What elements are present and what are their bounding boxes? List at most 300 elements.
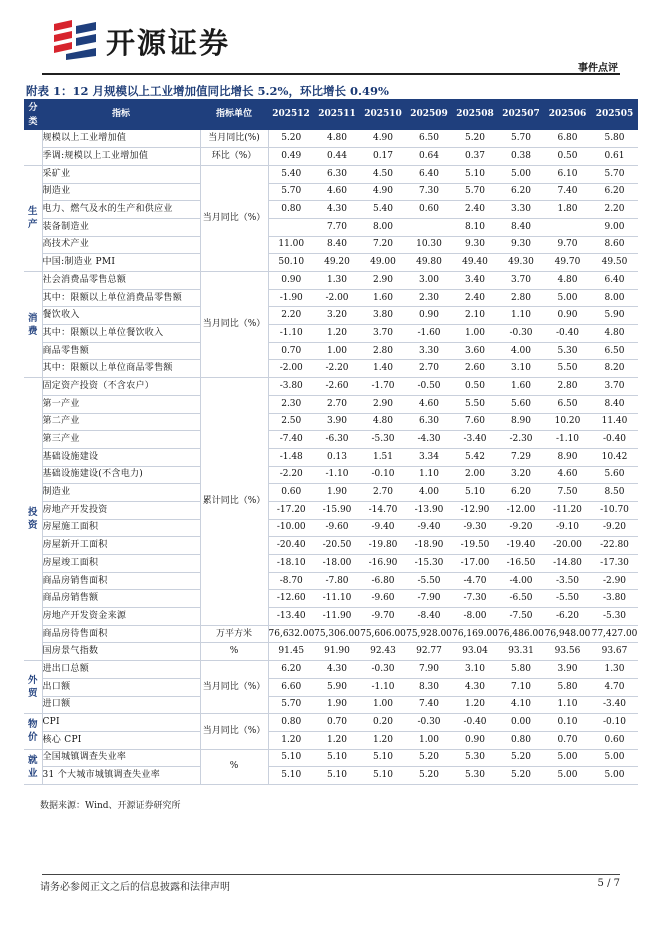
value-cell: 9.00 — [591, 218, 638, 236]
indicator-cell: 高技术产业 — [42, 236, 200, 254]
value-cell: 6.80 — [544, 130, 591, 148]
indicator-cell: 房屋新开工面积 — [42, 537, 200, 555]
value-cell: 4.00 — [406, 484, 452, 502]
column-header-unit: 指标单位 — [200, 99, 268, 130]
value-cell: 5.10 — [360, 749, 406, 767]
value-cell: 0.50 — [452, 378, 498, 396]
value-cell — [268, 218, 314, 236]
value-cell: 5.70 — [452, 183, 498, 201]
value-cell: -15.90 — [314, 501, 360, 519]
value-cell: 0.37 — [452, 148, 498, 166]
indicator-cell: 商品房销售额 — [42, 590, 200, 608]
indicator-cell: 采矿业 — [42, 165, 200, 183]
value-cell: 5.00 — [498, 165, 544, 183]
value-cell: 49.80 — [406, 254, 452, 272]
value-cell — [544, 218, 591, 236]
value-cell: 10.20 — [544, 413, 591, 431]
table-row — [24, 254, 638, 272]
value-cell: 0.60 — [406, 201, 452, 219]
value-cell: 0.70 — [314, 714, 360, 732]
indicator-cell: 装备制造业 — [42, 218, 200, 236]
indicator-cell: 商品零售额 — [42, 342, 200, 360]
value-cell: 3.20 — [314, 307, 360, 325]
value-cell: -1.10 — [314, 466, 360, 484]
value-cell: 75,928.00 — [406, 625, 452, 643]
value-cell: 3.20 — [498, 466, 544, 484]
value-cell: 3.70 — [498, 272, 544, 290]
value-cell: 4.00 — [498, 342, 544, 360]
value-cell: 10.42 — [591, 448, 638, 466]
value-cell: -1.70 — [360, 378, 406, 396]
value-cell: 8.20 — [591, 360, 638, 378]
value-cell: 5.00 — [544, 289, 591, 307]
value-cell: -12.00 — [498, 501, 544, 519]
value-cell: -17.00 — [452, 555, 498, 573]
value-cell: -7.90 — [406, 590, 452, 608]
value-cell: -1.10 — [360, 678, 406, 696]
value-cell: 5.80 — [498, 661, 544, 679]
value-cell: -4.00 — [498, 572, 544, 590]
indicator-cell: 规模以上工业增加值 — [42, 130, 200, 148]
column-header-period: 202505 — [591, 99, 638, 130]
value-cell: 0.13 — [314, 448, 360, 466]
value-cell: -0.30 — [406, 714, 452, 732]
indicator-cell: 中国:制造业 PMI — [42, 254, 200, 272]
value-cell: 7.90 — [406, 661, 452, 679]
value-cell: 9.30 — [498, 236, 544, 254]
column-header-period: 202510 — [360, 99, 406, 130]
value-cell: 0.90 — [406, 307, 452, 325]
value-cell: -7.80 — [314, 572, 360, 590]
table-row — [24, 201, 638, 219]
table-title: 附表 1：12 月规模以上工业增加值同比增长 5.2%，环比增长 0.49% — [26, 84, 389, 98]
brand-logo — [52, 20, 242, 60]
indicator-cell: 制造业 — [42, 183, 200, 201]
value-cell: 5.70 — [591, 165, 638, 183]
table-row — [24, 431, 638, 449]
value-cell: 5.20 — [406, 749, 452, 767]
table-row — [24, 537, 638, 555]
value-cell: -3.80 — [591, 590, 638, 608]
value-cell: -5.30 — [360, 431, 406, 449]
value-cell: -10.70 — [591, 501, 638, 519]
category-cell: 消 费 — [24, 272, 42, 378]
value-cell: 76,632.00 — [268, 625, 314, 643]
value-cell: -19.80 — [360, 537, 406, 555]
indicator-cell: 第三产业 — [42, 431, 200, 449]
value-cell: 1.10 — [498, 307, 544, 325]
value-cell: 1.20 — [314, 325, 360, 343]
value-cell — [406, 218, 452, 236]
indicator-cell: 商品房待售面积 — [42, 625, 200, 643]
value-cell: 2.80 — [360, 342, 406, 360]
table-row — [24, 130, 638, 148]
indicator-cell: 基础设施建设 — [42, 448, 200, 466]
value-cell: 6.50 — [591, 342, 638, 360]
value-cell: 0.49 — [268, 148, 314, 166]
column-header-period: 202511 — [314, 99, 360, 130]
value-cell: 49.50 — [591, 254, 638, 272]
table-body — [24, 130, 638, 784]
unit-cell: 当月同比（%） — [200, 272, 268, 378]
value-cell: 76,948.00 — [544, 625, 591, 643]
value-cell: 1.20 — [360, 731, 406, 749]
value-cell: 2.30 — [406, 289, 452, 307]
value-cell: -10.00 — [268, 519, 314, 537]
value-cell: -2.90 — [591, 572, 638, 590]
value-cell: 49.00 — [360, 254, 406, 272]
value-cell: 5.00 — [591, 749, 638, 767]
value-cell: -1.10 — [268, 325, 314, 343]
value-cell: 2.00 — [452, 466, 498, 484]
value-cell: -22.80 — [591, 537, 638, 555]
value-cell: -2.20 — [268, 466, 314, 484]
unit-cell: 万平方米 — [200, 625, 268, 643]
indicator-cell: 房地产开发资金来源 — [42, 608, 200, 626]
value-cell: -0.50 — [406, 378, 452, 396]
value-cell: 2.20 — [591, 201, 638, 219]
value-cell: 0.90 — [544, 307, 591, 325]
value-cell: -18.90 — [406, 537, 452, 555]
value-cell: 5.40 — [360, 201, 406, 219]
value-cell: 2.60 — [452, 360, 498, 378]
value-cell: 49.40 — [452, 254, 498, 272]
value-cell: 3.34 — [406, 448, 452, 466]
indicator-cell: 31 个大城市城镇调查失业率 — [42, 767, 200, 785]
value-cell: 0.20 — [360, 714, 406, 732]
value-cell: -19.40 — [498, 537, 544, 555]
value-cell: 77,427.00 — [591, 625, 638, 643]
value-cell: -5.50 — [406, 572, 452, 590]
value-cell: 7.40 — [544, 183, 591, 201]
value-cell: 6.40 — [591, 272, 638, 290]
value-cell: 1.20 — [314, 731, 360, 749]
value-cell: 5.70 — [498, 130, 544, 148]
value-cell: -18.10 — [268, 555, 314, 573]
value-cell: -17.30 — [591, 555, 638, 573]
table-row — [24, 749, 638, 767]
value-cell: 9.70 — [544, 236, 591, 254]
table-row — [24, 625, 638, 643]
table-row — [24, 236, 638, 254]
column-header-category: 分 类 — [24, 99, 42, 130]
value-cell: 50.10 — [268, 254, 314, 272]
column-header-indicator: 指标 — [42, 99, 200, 130]
value-cell: -19.50 — [452, 537, 498, 555]
value-cell: -8.70 — [268, 572, 314, 590]
value-cell: 6.30 — [314, 165, 360, 183]
value-cell: 8.10 — [452, 218, 498, 236]
value-cell: 3.00 — [406, 272, 452, 290]
value-cell: 3.90 — [314, 413, 360, 431]
value-cell: 49.70 — [544, 254, 591, 272]
table-row — [24, 678, 638, 696]
indicator-cell: 第二产业 — [42, 413, 200, 431]
value-cell: -2.30 — [498, 431, 544, 449]
value-cell: 1.40 — [360, 360, 406, 378]
value-cell: -2.00 — [314, 289, 360, 307]
indicator-cell: 房屋施工面积 — [42, 519, 200, 537]
value-cell: 1.00 — [360, 696, 406, 714]
value-cell: 6.50 — [544, 395, 591, 413]
indicator-cell: 社会消费品零售总额 — [42, 272, 200, 290]
unit-cell: 当月同比（%） — [200, 661, 268, 714]
value-cell: 1.00 — [406, 731, 452, 749]
value-cell: 92.43 — [360, 643, 406, 661]
indicator-cell: CPI — [42, 714, 200, 732]
indicator-cell: 制造业 — [42, 484, 200, 502]
value-cell: 5.10 — [452, 165, 498, 183]
category-cell: 就 业 — [24, 749, 42, 784]
table-row — [24, 148, 638, 166]
value-cell: -14.80 — [544, 555, 591, 573]
value-cell: -9.60 — [314, 519, 360, 537]
category-cell: 物 价 — [24, 714, 42, 749]
value-cell: 4.30 — [314, 661, 360, 679]
value-cell: 93.04 — [452, 643, 498, 661]
indicator-cell: 出口额 — [42, 678, 200, 696]
value-cell: 8.00 — [591, 289, 638, 307]
table-row — [24, 731, 638, 749]
value-cell: 8.40 — [591, 395, 638, 413]
source-note: 数据来源：Wind、开源证券研究所 — [40, 801, 181, 811]
value-cell: -12.90 — [452, 501, 498, 519]
table-row — [24, 590, 638, 608]
value-cell: -0.40 — [591, 431, 638, 449]
value-cell: 5.60 — [498, 395, 544, 413]
value-cell: -9.20 — [591, 519, 638, 537]
value-cell: 5.30 — [544, 342, 591, 360]
value-cell: -0.40 — [452, 714, 498, 732]
category-cell: 生 产 — [24, 165, 42, 271]
value-cell: 0.80 — [268, 714, 314, 732]
value-cell: 4.30 — [452, 678, 498, 696]
value-cell: 5.20 — [268, 130, 314, 148]
value-cell: -3.80 — [268, 378, 314, 396]
table-row — [24, 378, 638, 396]
indicator-cell: 基础设施建设(不含电力) — [42, 466, 200, 484]
value-cell: 4.80 — [314, 130, 360, 148]
value-cell: 0.44 — [314, 148, 360, 166]
value-cell: 7.30 — [406, 183, 452, 201]
value-cell: -5.50 — [544, 590, 591, 608]
value-cell: 2.80 — [498, 289, 544, 307]
value-cell: 8.90 — [544, 448, 591, 466]
value-cell: 5.10 — [360, 767, 406, 785]
value-cell: 8.00 — [360, 218, 406, 236]
value-cell: 5.90 — [591, 307, 638, 325]
table-row — [24, 608, 638, 626]
value-cell: 75,606.00 — [360, 625, 406, 643]
value-cell: 6.10 — [544, 165, 591, 183]
value-cell: 7.70 — [314, 218, 360, 236]
value-cell: -9.20 — [498, 519, 544, 537]
page-number: 5 / 7 — [597, 878, 620, 889]
value-cell: 91.90 — [314, 643, 360, 661]
value-cell: 5.10 — [452, 484, 498, 502]
value-cell: 8.40 — [498, 218, 544, 236]
table-row — [24, 289, 638, 307]
unit-cell: 累计同比（%） — [200, 378, 268, 626]
value-cell: 7.10 — [498, 678, 544, 696]
value-cell: 2.30 — [268, 395, 314, 413]
value-cell: 5.30 — [452, 767, 498, 785]
value-cell: 4.60 — [314, 183, 360, 201]
indicator-cell: 进出口总额 — [42, 661, 200, 679]
value-cell: 6.20 — [498, 484, 544, 502]
value-cell: -11.90 — [314, 608, 360, 626]
value-cell: -8.00 — [452, 608, 498, 626]
value-cell: -4.70 — [452, 572, 498, 590]
value-cell: 8.30 — [406, 678, 452, 696]
value-cell: -9.40 — [360, 519, 406, 537]
value-cell: -11.10 — [314, 590, 360, 608]
footer-disclaimer: 请务必参阅正文之后的信息披露和法律声明 — [40, 882, 230, 893]
table-row — [24, 661, 638, 679]
value-cell: -18.00 — [314, 555, 360, 573]
value-cell: 2.50 — [268, 413, 314, 431]
value-cell: -1.90 — [268, 289, 314, 307]
table-row — [24, 183, 638, 201]
value-cell: -7.50 — [498, 608, 544, 626]
column-header-period: 202512 — [268, 99, 314, 130]
indicator-cell: 其中：限额以上单位餐饮收入 — [42, 325, 200, 343]
value-cell: 1.51 — [360, 448, 406, 466]
table-row — [24, 272, 638, 290]
value-cell: -0.40 — [544, 325, 591, 343]
value-cell: -6.20 — [544, 608, 591, 626]
value-cell: 2.40 — [452, 289, 498, 307]
value-cell: 5.00 — [544, 767, 591, 785]
value-cell: 8.40 — [314, 236, 360, 254]
table-row — [24, 519, 638, 537]
value-cell: 8.50 — [591, 484, 638, 502]
value-cell: 2.90 — [360, 395, 406, 413]
table-row — [24, 643, 638, 661]
footer-divider — [42, 874, 620, 875]
table-row — [24, 342, 638, 360]
table-row — [24, 360, 638, 378]
value-cell: -15.30 — [406, 555, 452, 573]
value-cell: -12.60 — [268, 590, 314, 608]
unit-cell: 当月同比(%) — [200, 130, 268, 148]
unit-cell: 环比（%） — [200, 148, 268, 166]
value-cell: 5.50 — [544, 360, 591, 378]
value-cell: 5.10 — [268, 767, 314, 785]
value-cell: 4.30 — [314, 201, 360, 219]
value-cell: 0.70 — [268, 342, 314, 360]
value-cell: -1.10 — [544, 431, 591, 449]
table-row — [24, 501, 638, 519]
indicator-cell: 房地产开发投资 — [42, 501, 200, 519]
value-cell: 6.20 — [498, 183, 544, 201]
table-row — [24, 448, 638, 466]
table-row — [24, 165, 638, 183]
value-cell: 7.40 — [406, 696, 452, 714]
value-cell: 1.10 — [406, 466, 452, 484]
column-header-period: 202509 — [406, 99, 452, 130]
table-header — [24, 99, 638, 130]
value-cell: 8.60 — [591, 236, 638, 254]
value-cell: -9.60 — [360, 590, 406, 608]
value-cell: 92.77 — [406, 643, 452, 661]
unit-cell: % — [200, 749, 268, 784]
value-cell: 1.20 — [452, 696, 498, 714]
value-cell: 93.67 — [591, 643, 638, 661]
category-cell — [24, 130, 42, 165]
value-cell: 93.31 — [498, 643, 544, 661]
table-row — [24, 767, 638, 785]
value-cell: 5.00 — [544, 749, 591, 767]
value-cell: 4.90 — [360, 183, 406, 201]
value-cell: -14.70 — [360, 501, 406, 519]
value-cell: 5.70 — [268, 183, 314, 201]
value-cell: 5.80 — [591, 130, 638, 148]
value-cell: 76,486.00 — [498, 625, 544, 643]
value-cell: 1.80 — [544, 201, 591, 219]
value-cell: -9.70 — [360, 608, 406, 626]
macro-data-table — [24, 99, 638, 785]
table-row — [24, 325, 638, 343]
value-cell: -3.40 — [452, 431, 498, 449]
value-cell: 1.00 — [452, 325, 498, 343]
value-cell: 6.20 — [591, 183, 638, 201]
value-cell: 5.90 — [314, 678, 360, 696]
value-cell: 4.80 — [544, 272, 591, 290]
indicator-cell: 房屋竣工面积 — [42, 555, 200, 573]
value-cell: 5.20 — [406, 767, 452, 785]
value-cell: 0.50 — [544, 148, 591, 166]
value-cell: 4.80 — [591, 325, 638, 343]
table-row — [24, 696, 638, 714]
value-cell: 11.00 — [268, 236, 314, 254]
value-cell: 0.17 — [360, 148, 406, 166]
value-cell: -20.40 — [268, 537, 314, 555]
value-cell: 5.20 — [498, 749, 544, 767]
value-cell: 75,306.00 — [314, 625, 360, 643]
value-cell: 2.10 — [452, 307, 498, 325]
unit-cell: 当月同比（%） — [200, 714, 268, 749]
table-row — [24, 555, 638, 573]
value-cell: -0.10 — [360, 466, 406, 484]
value-cell: 5.10 — [314, 749, 360, 767]
value-cell: -0.30 — [360, 661, 406, 679]
column-header-period: 202507 — [498, 99, 544, 130]
value-cell: 6.30 — [406, 413, 452, 431]
value-cell: 93.56 — [544, 643, 591, 661]
value-cell: 0.80 — [498, 731, 544, 749]
value-cell: 1.10 — [544, 696, 591, 714]
value-cell: -3.50 — [544, 572, 591, 590]
value-cell: -7.30 — [452, 590, 498, 608]
value-cell: 2.70 — [314, 395, 360, 413]
value-cell: 5.20 — [498, 767, 544, 785]
value-cell: -1.48 — [268, 448, 314, 466]
value-cell: 5.10 — [314, 767, 360, 785]
value-cell: 3.30 — [498, 201, 544, 219]
value-cell: -17.20 — [268, 501, 314, 519]
value-cell: -2.60 — [314, 378, 360, 396]
value-cell: 4.50 — [360, 165, 406, 183]
indicator-cell: 全国城镇调查失业率 — [42, 749, 200, 767]
value-cell: 0.90 — [268, 272, 314, 290]
value-cell: 6.20 — [268, 661, 314, 679]
value-cell: -8.40 — [406, 608, 452, 626]
value-cell: 5.42 — [452, 448, 498, 466]
value-cell: 2.80 — [544, 378, 591, 396]
value-cell: 7.50 — [544, 484, 591, 502]
value-cell: 4.80 — [360, 413, 406, 431]
